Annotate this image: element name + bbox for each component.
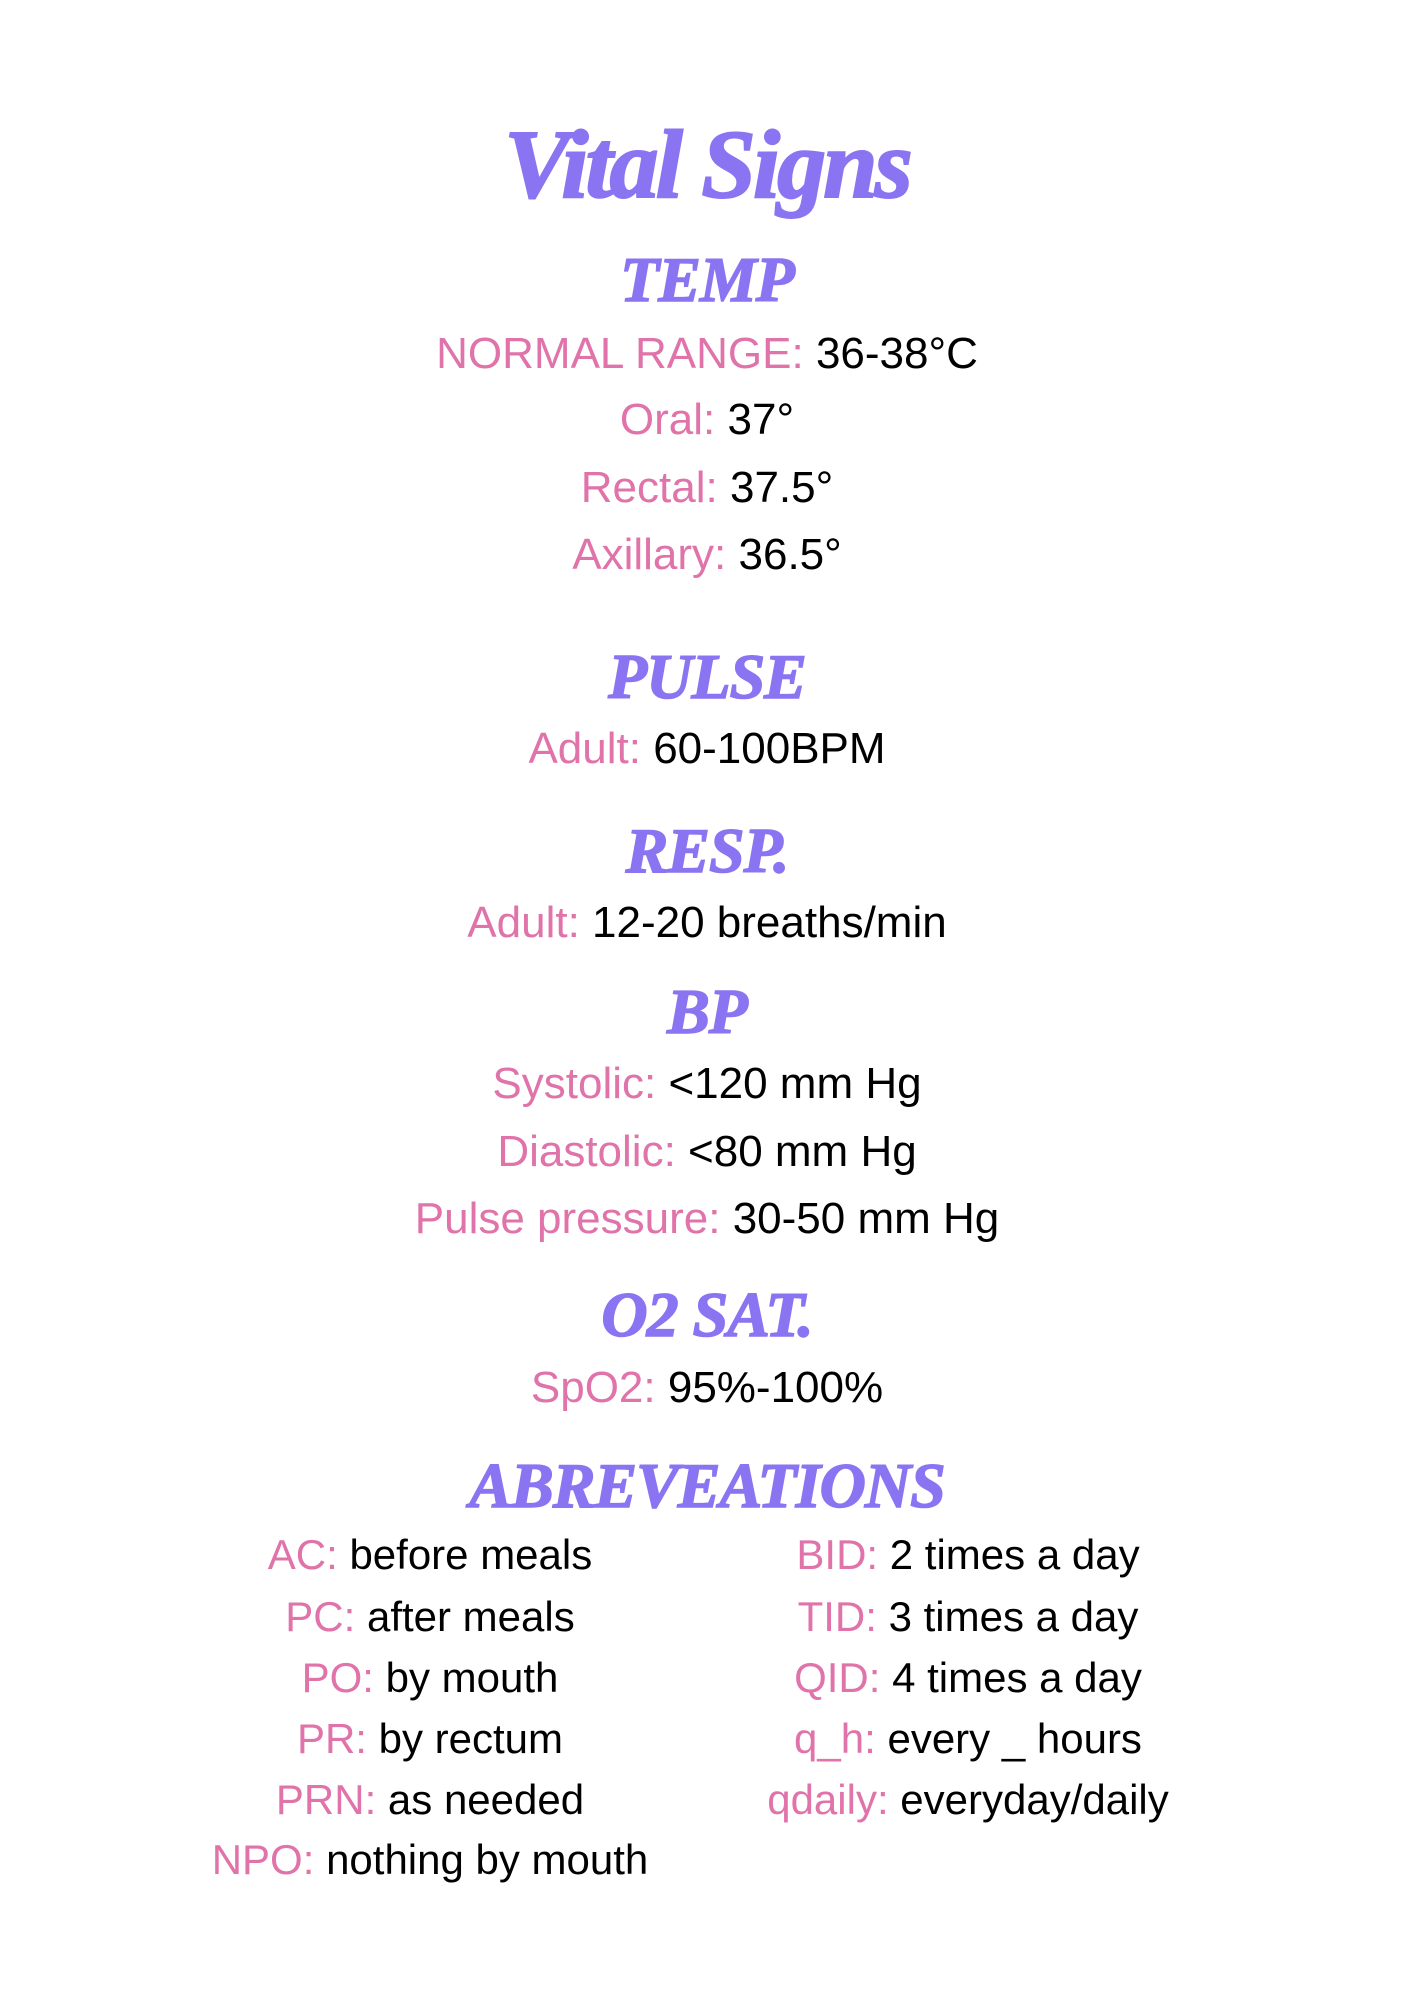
row-value: 12-20 breaths/min <box>592 898 947 947</box>
section-heading-o2-sat: O2 SAT. <box>601 1279 813 1350</box>
abbreviation-item <box>658 1773 1278 1827</box>
abbr-label: NPO: <box>211 1836 315 1883</box>
resp-adult <box>0 895 1414 951</box>
row-label: Adult: <box>528 724 641 773</box>
abbr-label: qdaily: <box>767 1776 889 1823</box>
row-label: Pulse pressure: <box>414 1194 721 1243</box>
row-value: 60-100BPM <box>653 724 886 773</box>
abbr-value: nothing by mouth <box>326 1836 649 1883</box>
row-value: <120 mm Hg <box>668 1059 922 1108</box>
section-heading-resp: RESP. <box>625 815 789 886</box>
pulse-adult <box>0 721 1414 777</box>
abbreviation-item <box>658 1528 1278 1582</box>
abbr-value: by mouth <box>385 1654 559 1701</box>
abbreviation-item <box>658 1651 1278 1705</box>
row-value: 36.5° <box>738 530 842 579</box>
abbreviation-item <box>120 1528 740 1582</box>
o2-spo2 <box>0 1360 1414 1416</box>
abbr-value: every _ hours <box>887 1715 1142 1762</box>
abbr-label: BID: <box>796 1531 879 1578</box>
row-value: 36-38°C <box>815 329 978 378</box>
section-heading-bp: BP <box>667 976 747 1047</box>
abbr-value: before meals <box>349 1531 593 1578</box>
abbr-label: q_h: <box>794 1715 876 1762</box>
temp-oral <box>0 392 1414 448</box>
abbreviation-item <box>658 1712 1278 1766</box>
abbr-value: as needed <box>387 1776 585 1823</box>
abbreviation-item <box>120 1833 740 1887</box>
row-label: Diastolic: <box>497 1127 676 1176</box>
abbreviation-item <box>658 1590 1278 1644</box>
abbr-value: 4 times a day <box>892 1654 1142 1701</box>
row-value: <80 mm Hg <box>688 1127 917 1176</box>
section-heading-temp: TEMP <box>620 244 794 315</box>
row-value: 37.5° <box>729 463 834 512</box>
row-value: 95%-100% <box>667 1363 884 1412</box>
page-title: Vital Signs <box>504 111 910 219</box>
temp-normal-range <box>0 326 1414 382</box>
row-value: 30-50 mm Hg <box>732 1194 1000 1243</box>
abbr-label: PO: <box>301 1654 374 1701</box>
abbr-label: TID: <box>797 1593 877 1640</box>
abbreviation-item <box>120 1712 740 1766</box>
abbr-value: 2 times a day <box>889 1531 1140 1578</box>
bp-diastolic <box>0 1124 1414 1180</box>
temp-axillary <box>0 527 1414 583</box>
abbr-label: AC: <box>267 1531 338 1578</box>
bp-systolic <box>0 1056 1414 1112</box>
row-label: NORMAL RANGE: <box>436 329 804 378</box>
abbreviation-item <box>120 1590 740 1644</box>
abbreviation-item <box>120 1651 740 1705</box>
bp-pulse-pressure <box>0 1191 1414 1247</box>
row-label: SpO2: <box>530 1363 656 1412</box>
abbr-value: everyday/daily <box>900 1776 1169 1823</box>
abbr-value: 3 times a day <box>888 1593 1139 1640</box>
abbr-label: PRN: <box>275 1776 377 1823</box>
row-label: Rectal: <box>580 463 718 512</box>
abbr-value: after meals <box>366 1593 575 1640</box>
section-heading-abbreviations: ABREVEATIONS <box>469 1450 945 1521</box>
abbr-label: PR: <box>296 1715 367 1762</box>
section-heading-pulse: PULSE <box>608 641 806 712</box>
abbr-value: by rectum <box>378 1715 564 1762</box>
row-label: Axillary: <box>572 530 727 579</box>
row-label: Systolic: <box>492 1059 657 1108</box>
abbr-label: QID: <box>794 1654 881 1701</box>
row-value: 37° <box>727 395 795 444</box>
abbr-label: PC: <box>285 1593 356 1640</box>
row-label: Adult: <box>467 898 580 947</box>
row-label: Oral: <box>619 395 716 444</box>
temp-rectal <box>0 460 1414 516</box>
abbreviation-item <box>120 1773 740 1827</box>
